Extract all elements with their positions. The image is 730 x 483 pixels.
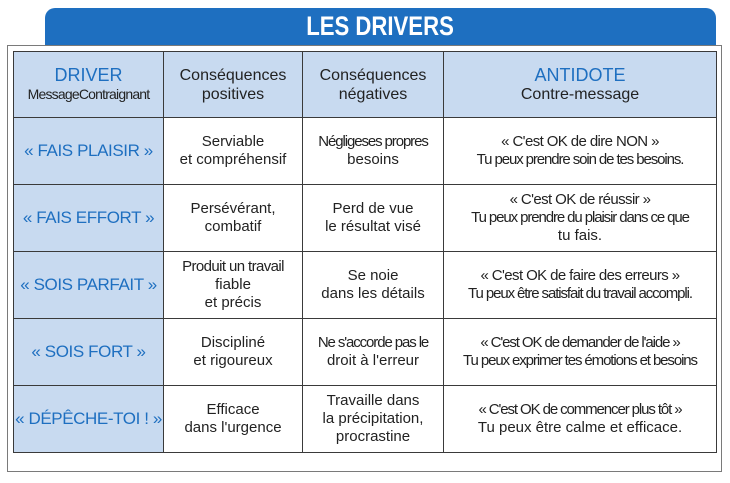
negative-cell	[303, 386, 444, 453]
header-positive-line1: Conséquences	[179, 66, 287, 84]
negative-cell	[303, 185, 444, 252]
negative-text: Perd de vue	[332, 200, 414, 217]
driver-cell	[14, 118, 164, 185]
antidote-text: « C'est OK de faire des erreurs »	[480, 267, 680, 284]
positive-text: dans l'urgence	[184, 419, 282, 436]
antidote-cell	[444, 118, 717, 185]
drivers-table	[13, 51, 717, 453]
positive-cell	[164, 386, 303, 453]
table-row	[14, 185, 717, 252]
positive-cell	[164, 252, 303, 319]
driver-name: « SOIS FORT »	[31, 342, 146, 361]
driver-name: « FAIS EFFORT »	[22, 208, 155, 227]
antidote-text: « C'est OK de dire NON »	[501, 133, 659, 150]
antidote-text: Tu peux exprimer tes émotions et besoins	[463, 352, 697, 369]
positive-text: Efficace	[206, 401, 260, 418]
negative-text: Travaille dans	[326, 392, 420, 409]
header-driver-title: DRIVER	[54, 65, 123, 85]
antidote-text: Tu peux être satisfait du travail accompli.	[468, 285, 692, 302]
header-negative-line2: négatives	[338, 85, 408, 103]
negative-text: procrastine	[335, 428, 411, 445]
driver-cell	[14, 185, 164, 252]
positive-text: Serviable	[201, 133, 265, 150]
positive-text: combatif	[204, 218, 262, 235]
positive-text: Persévérant,	[190, 200, 276, 217]
table-row	[14, 386, 717, 453]
antidote-text: « C'est OK de réussir »	[509, 191, 651, 208]
header-driver	[14, 52, 164, 118]
antidote-cell	[444, 252, 717, 319]
negative-text: le résultat visé	[325, 218, 421, 235]
driver-cell	[14, 319, 164, 386]
negative-text: dans les détails	[321, 285, 425, 302]
table-header-row	[14, 52, 717, 118]
positive-cell	[164, 319, 303, 386]
negative-text: Négligeses propres	[318, 133, 428, 150]
antidote-text: tu fais.	[557, 227, 603, 244]
positive-text: et compréhensif	[179, 151, 287, 168]
negative-text: besoins	[347, 151, 399, 168]
negative-text: la précipitation,	[322, 410, 424, 427]
antidote-text: Tu peux prendre du plaisir dans ce que	[471, 209, 689, 226]
driver-cell	[14, 386, 164, 453]
driver-name: « SOIS PARFAIT »	[20, 275, 157, 294]
header-antidote-subtitle: Contre-message	[520, 85, 640, 103]
negative-text: Ne s'accorde pas le	[317, 334, 429, 351]
positive-text: Produit un travail	[182, 258, 284, 275]
positive-text: Discipliné	[200, 334, 266, 351]
header-negative	[303, 52, 444, 118]
driver-name: « DÉPÊCHE-TOI ! »	[15, 409, 162, 428]
header-antidote-title: ANTIDOTE	[534, 64, 626, 85]
header-negative-line1: Conséquences	[319, 66, 427, 84]
table-row	[14, 118, 717, 185]
negative-text: droit à l'erreur	[326, 352, 420, 369]
negative-cell	[303, 118, 444, 185]
positive-cell	[164, 185, 303, 252]
antidote-cell	[444, 319, 717, 386]
positive-cell	[164, 118, 303, 185]
antidote-text: « C'est OK de demander de l'aide »	[480, 334, 680, 351]
positive-text: et rigoureux	[193, 352, 273, 369]
antidote-cell	[444, 185, 717, 252]
driver-cell	[14, 252, 164, 319]
header-positive-line2: positives	[201, 85, 265, 103]
negative-text: Se noie	[347, 267, 399, 284]
table-row	[14, 319, 717, 386]
antidote-text: Tu peux prendre soin de tes besoins.	[476, 151, 684, 168]
antidote-text: Tu peux être calme et efficace.	[477, 419, 683, 436]
driver-name: « FAIS PLAISIR »	[24, 141, 153, 160]
header-antidote	[444, 52, 717, 118]
antidote-text: « C'est OK de commencer plus tôt »	[478, 401, 682, 418]
negative-cell	[303, 319, 444, 386]
title-banner	[45, 8, 716, 45]
page-title: LES DRIVERS	[306, 11, 455, 41]
negative-cell	[303, 252, 444, 319]
table-row	[14, 252, 717, 319]
positive-text: fiable	[215, 276, 251, 293]
header-positive	[164, 52, 303, 118]
header-driver-subtitle: MessageContraignant	[27, 86, 150, 102]
positive-text: et précis	[204, 294, 262, 311]
antidote-cell	[444, 386, 717, 453]
